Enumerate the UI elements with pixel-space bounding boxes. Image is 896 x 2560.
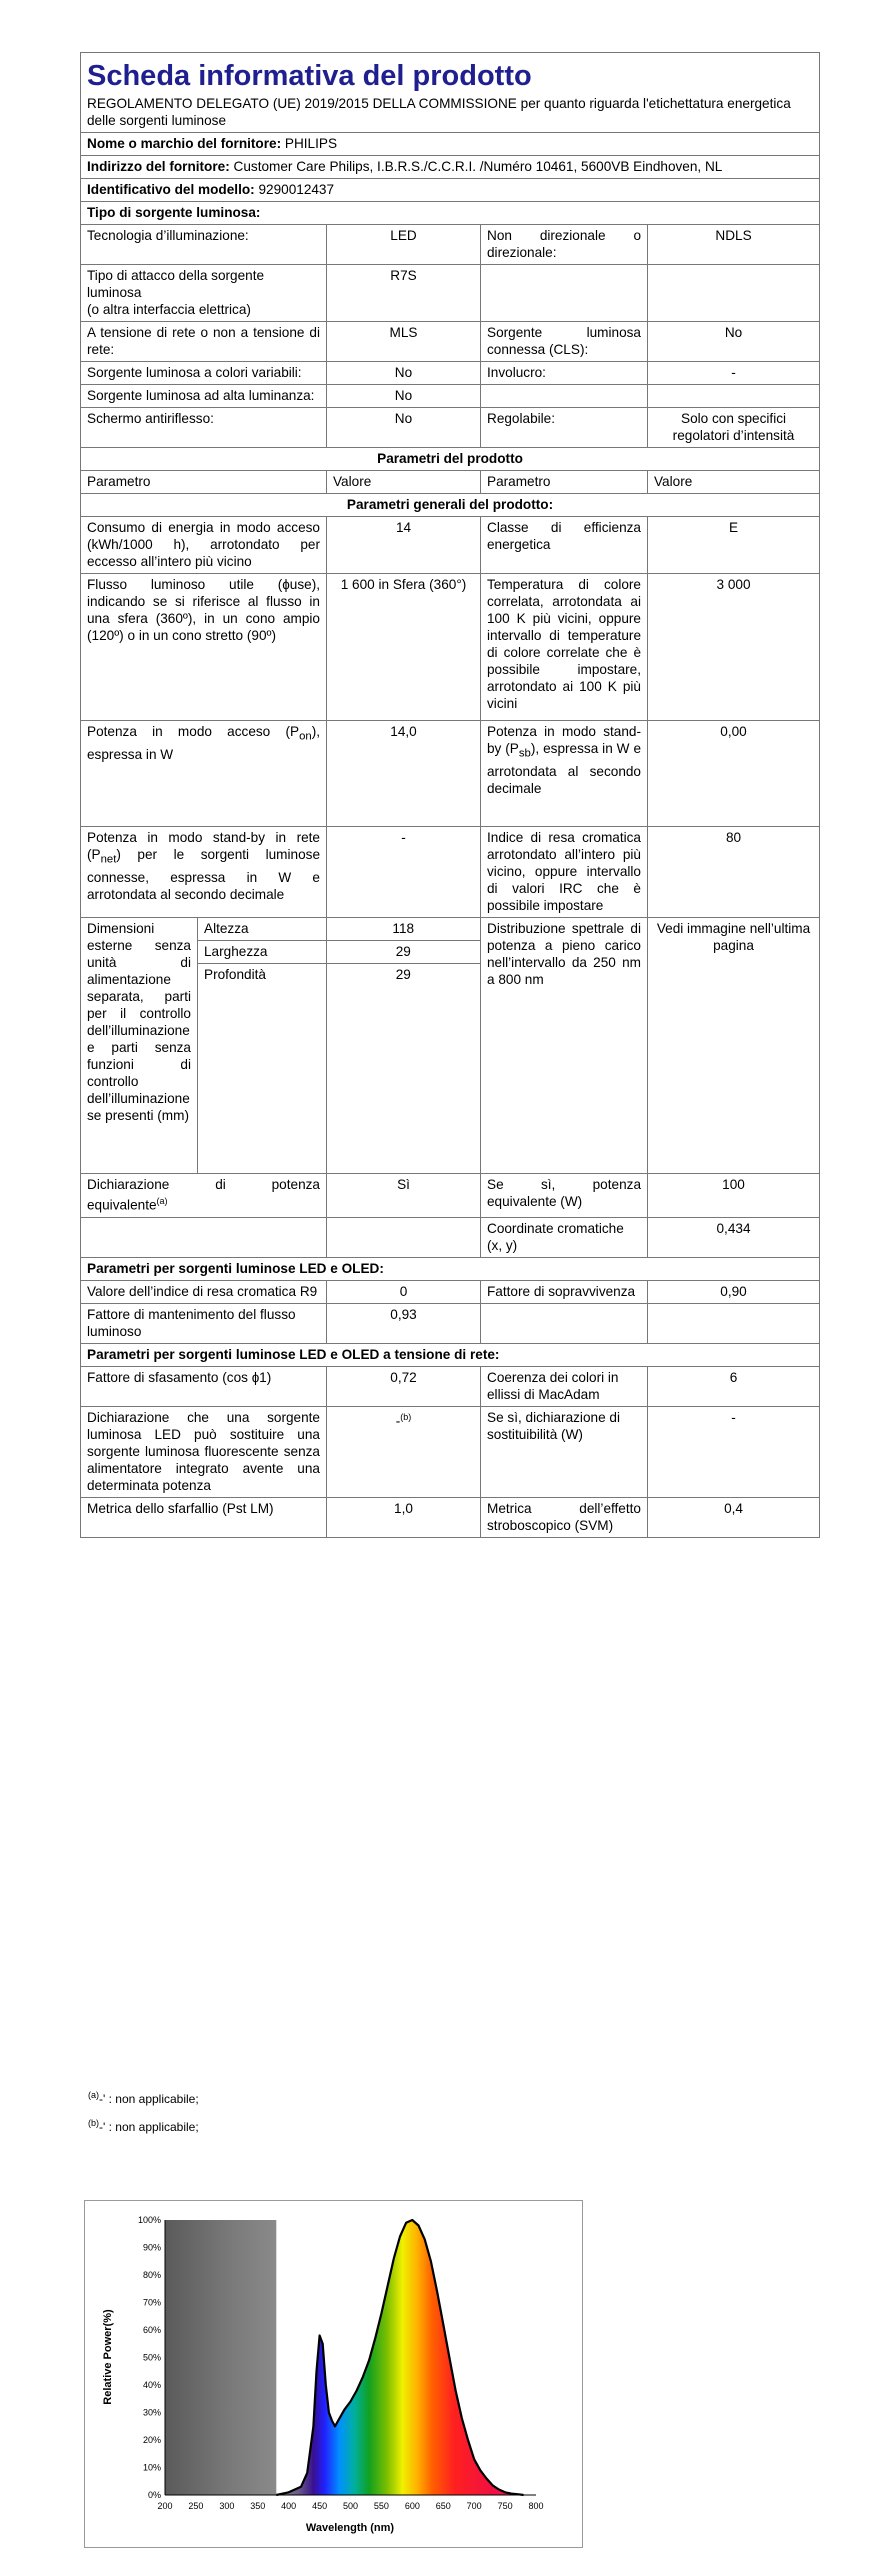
stroboscopic-label: Metrica dell’effetto stroboscopico (SVM) bbox=[481, 1497, 648, 1537]
empty-cell bbox=[81, 1217, 327, 1257]
footnotes bbox=[88, 2088, 199, 2134]
x-tick-label: 250 bbox=[188, 2501, 204, 2511]
source-type-heading: Tipo di sorgente luminosa: bbox=[81, 202, 820, 225]
footnote-a-ref: (a) bbox=[156, 1196, 168, 1206]
cap-type-value: R7S bbox=[327, 265, 481, 322]
supplier-name-value: PHILIPS bbox=[284, 136, 338, 151]
spectral-power-svg bbox=[85, 2201, 582, 2547]
y-tick-label: 30% bbox=[142, 2407, 161, 2418]
colour-rendering-label: Indice di resa cromatica arrotondato all’intero più vicino, oppure intervallo di valori IRC che è possibile impostare bbox=[481, 827, 648, 918]
col-parameter: Parametro bbox=[81, 471, 327, 494]
x-tick-label: 600 bbox=[404, 2501, 420, 2511]
y-axis-label: Relative Power(%) bbox=[102, 2309, 114, 2405]
mains-label: A tensione di rete o non a tensione di rete: bbox=[81, 322, 327, 362]
standby-power-text: ), espressa in W e arrotondata al secondo decimale bbox=[487, 741, 641, 796]
width-label: Larghezza bbox=[198, 941, 326, 964]
flicker-metric-label: Metrica dello sfarfallio (Pst LM) bbox=[81, 1497, 327, 1537]
equivalent-power-value: Sì bbox=[327, 1174, 481, 1218]
luminous-flux-label: Flusso luminoso utile (ɸuse), indicando se si riferisce al flusso in una sfera (360º), in un cono ampio (120º) o in un cono stretto (90º) bbox=[81, 574, 327, 721]
displacement-factor-value: 0,72 bbox=[327, 1366, 481, 1406]
params-row bbox=[81, 1217, 820, 1257]
footnote-b-mark: (b) bbox=[88, 2118, 99, 2128]
y-tick-label: 50% bbox=[142, 2352, 161, 2363]
supplier-name-row bbox=[81, 133, 820, 156]
colour-temperature-value: 3 000 bbox=[648, 574, 820, 721]
source-type-row bbox=[81, 322, 820, 362]
regulation-text: REGOLAMENTO DELEGATO (UE) 2019/2015 DELLA COMMISSIONE per quanto riguarda l'etichettatura energetica delle sorgenti luminose bbox=[87, 96, 791, 128]
source-type-row bbox=[81, 385, 820, 408]
equivalent-power-text: Dichiarazione di potenza equivalente bbox=[87, 1177, 320, 1213]
product-parameters-heading: Parametri del prodotto bbox=[81, 448, 820, 471]
params-row bbox=[81, 517, 820, 574]
networked-standby-text: Potenza in modo stand-by in rete (P bbox=[87, 830, 320, 862]
x-axis-label: Wavelength (nm) bbox=[305, 2522, 395, 2534]
model-identifier-value: 9290012437 bbox=[258, 182, 335, 197]
x-tick-label: 700 bbox=[466, 2501, 482, 2511]
standby-power-text: Potenza in modo stand-by (P bbox=[487, 724, 641, 756]
footnote-a-mark: (a) bbox=[88, 2090, 99, 2100]
networked-standby-sub: net bbox=[100, 853, 117, 866]
params-row bbox=[81, 918, 820, 1174]
supplier-address-label: Indirizzo del fornitore: bbox=[87, 159, 230, 174]
empty-cell bbox=[648, 1303, 820, 1343]
survival-factor-label: Fattore di sopravvivenza bbox=[481, 1280, 648, 1303]
on-mode-power-text: Potenza in modo acceso (P bbox=[87, 724, 300, 739]
spectral-distribution-value: Vedi immagine nell’ultima pagina bbox=[648, 918, 820, 1174]
r9-value: 0 bbox=[327, 1280, 481, 1303]
lumen-maintenance-value: 0,93 bbox=[327, 1303, 481, 1343]
y-tick-label: 80% bbox=[142, 2270, 161, 2280]
x-tick-label: 350 bbox=[250, 2501, 266, 2511]
chromaticity-label: Coordinate cromatiche (x, y) bbox=[481, 1217, 648, 1257]
colour-tuneable-label: Sorgente luminosa a colori variabili: bbox=[81, 362, 327, 385]
col-value: Valore bbox=[327, 471, 481, 494]
y-tick-label: 70% bbox=[142, 2297, 161, 2308]
parameters-column-header bbox=[81, 471, 820, 494]
lighting-technology-value: LED bbox=[327, 225, 481, 265]
replacement-claim-label: Dichiarazione che una sorgente luminosa LED può sostituire una sorgente luminosa fluorescente senza alimentatore integrato avente una determinata potenza bbox=[81, 1406, 327, 1497]
source-type-row bbox=[81, 362, 820, 385]
params-row bbox=[81, 827, 820, 918]
sheet-title: Scheda informativa del prodotto bbox=[87, 60, 532, 92]
y-tick-label: 20% bbox=[142, 2435, 161, 2445]
y-tick-label: 90% bbox=[142, 2242, 161, 2253]
replacement-claim-value bbox=[327, 1406, 481, 1497]
flicker-metric-value: 1,0 bbox=[327, 1497, 481, 1537]
col-value: Valore bbox=[648, 471, 820, 494]
y-tick-label: 60% bbox=[142, 2325, 161, 2335]
networked-standby-value: - bbox=[327, 827, 481, 918]
on-mode-power-value: 14,0 bbox=[327, 721, 481, 827]
params-row bbox=[81, 574, 820, 721]
connected-label: Sorgente luminosa connessa (CLS): bbox=[481, 322, 648, 362]
equivalent-power-label bbox=[81, 1174, 327, 1218]
mains-row bbox=[81, 1497, 820, 1537]
footnote-a-text: -' : non applicabile; bbox=[99, 2092, 199, 2106]
dimensions-table bbox=[198, 918, 480, 1173]
standby-power-label bbox=[481, 721, 648, 827]
footnote-b bbox=[88, 2116, 199, 2134]
replacement-w-value: - bbox=[648, 1406, 820, 1497]
macadam-label: Coerenza dei colori in ellissi di MacAdam bbox=[481, 1366, 648, 1406]
led-row bbox=[81, 1280, 820, 1303]
uv-band bbox=[165, 2220, 276, 2495]
energy-consumption-label: Consumo di energia in modo acceso (kWh/1000 h), arrotondato per eccesso all’intero più vicino bbox=[81, 517, 327, 574]
y-tick-label: 10% bbox=[142, 2462, 161, 2473]
model-identifier-label: Identificativo del modello: bbox=[87, 182, 255, 197]
equivalent-power-w-value: 100 bbox=[648, 1174, 820, 1218]
depth-value: 29 bbox=[326, 964, 480, 1174]
lighting-technology-label: Tecnologia d’illuminazione: bbox=[81, 225, 327, 265]
dimmable-value: Solo con specifici regolatori d’intensità bbox=[648, 408, 820, 448]
mains-parameters-heading: Parametri per sorgenti luminose LED e OLED a tensione di rete: bbox=[81, 1343, 820, 1366]
dimensions-label: Dimensioni esterne senza unità di alimentazione separata, parti per il controllo dell’illuminazione e parti senza funzioni di controllo dell’illuminazione se presenti (mm) bbox=[81, 918, 198, 1174]
source-type-row bbox=[81, 225, 820, 265]
empty-cell bbox=[481, 385, 648, 408]
on-mode-power-text: ), espressa in W bbox=[87, 724, 320, 762]
colour-rendering-value: 80 bbox=[648, 827, 820, 918]
r9-label: Valore dell’indice di resa cromatica R9 bbox=[81, 1280, 327, 1303]
standby-power-sub: sb bbox=[518, 747, 531, 760]
dimmable-label: Regolabile: bbox=[481, 408, 648, 448]
chromaticity-value: 0,434 bbox=[648, 1217, 820, 1257]
high-luminance-label: Sorgente luminosa ad alta luminanza: bbox=[81, 385, 327, 408]
envelope-label: Involucro: bbox=[481, 362, 648, 385]
empty-cell bbox=[327, 1217, 481, 1257]
lumen-maintenance-label: Fattore di mantenimento del flusso luminoso bbox=[81, 1303, 327, 1343]
general-parameters-heading: Parametri generali del prodotto: bbox=[81, 494, 820, 517]
stroboscopic-value: 0,4 bbox=[648, 1497, 820, 1537]
x-tick-label: 800 bbox=[528, 2501, 544, 2511]
equivalent-power-w-label: Se sì, potenza equivalente (W) bbox=[481, 1174, 648, 1218]
params-row bbox=[81, 1174, 820, 1218]
networked-standby-label bbox=[81, 827, 327, 918]
on-mode-power-label bbox=[81, 721, 327, 827]
spectral-distribution-label: Distribuzione spettrale di potenza a pieno carico nell’intervallo da 250 nm a 800 nm bbox=[481, 918, 648, 1174]
model-identifier-row bbox=[81, 179, 820, 202]
led-parameters-heading: Parametri per sorgenti luminose LED e OLED: bbox=[81, 1257, 820, 1280]
x-tick-label: 650 bbox=[435, 2501, 451, 2511]
x-tick-label: 550 bbox=[373, 2501, 389, 2511]
empty-cell bbox=[648, 265, 820, 322]
directional-label: Non direzionale o direzionale: bbox=[481, 225, 648, 265]
anti-glare-label: Schermo antiriflesso: bbox=[81, 408, 327, 448]
supplier-address-value: Customer Care Philips, I.B.R.S./C.C.R.I. /Numéro 10461, 5600VB Eindhoven, NL bbox=[233, 159, 723, 174]
supplier-name-label: Nome o marchio del fornitore: bbox=[87, 136, 282, 151]
source-type-row bbox=[81, 408, 820, 448]
envelope-value: - bbox=[648, 362, 820, 385]
x-tick-label: 500 bbox=[342, 2501, 359, 2511]
macadam-value: 6 bbox=[648, 1366, 820, 1406]
x-tick-label: 200 bbox=[157, 2501, 173, 2511]
cap-type-label: Tipo di attacco della sorgente luminosa (o altra interfaccia elettrica) bbox=[81, 265, 327, 322]
params-row bbox=[81, 721, 820, 827]
high-luminance-value: No bbox=[327, 385, 481, 408]
y-tick-label: 100% bbox=[137, 2215, 161, 2225]
replacement-claim-text: - bbox=[395, 1413, 401, 1429]
mains-value: MLS bbox=[327, 322, 481, 362]
colour-temperature-label: Temperatura di colore correlata, arrotondata ai 100 K più vicini, oppure intervallo di temperature di colore correlate che è possibile impostare, arrotondato ai 100 K più vicini bbox=[481, 574, 648, 721]
directional-value: NDLS bbox=[648, 225, 820, 265]
footnote-a bbox=[88, 2088, 199, 2106]
height-value: 118 bbox=[326, 918, 480, 941]
y-tick-label: 40% bbox=[142, 2380, 161, 2390]
displacement-factor-label: Fattore di sfasamento (cos ɸ1) bbox=[81, 1366, 327, 1406]
energy-class-value: E bbox=[648, 517, 820, 574]
energy-consumption-value: 14 bbox=[327, 517, 481, 574]
col-parameter: Parametro bbox=[481, 471, 648, 494]
x-tick-label: 300 bbox=[219, 2501, 235, 2511]
energy-class-label: Classe di efficienza energetica bbox=[481, 517, 648, 574]
led-row bbox=[81, 1303, 820, 1343]
width-value: 29 bbox=[326, 941, 480, 964]
x-tick-label: 750 bbox=[497, 2501, 513, 2511]
replacement-w-label: Se sì, dichiarazione di sostituibilità (W) bbox=[481, 1406, 648, 1497]
dimensions-values bbox=[198, 918, 481, 1174]
depth-label: Profondità bbox=[198, 964, 326, 1174]
y-tick-label: 0% bbox=[147, 2490, 161, 2500]
source-type-row bbox=[81, 265, 820, 322]
networked-standby-text: ) per le sorgenti luminose connesse, espressa in W e arrotondata al secondo decimale bbox=[87, 847, 320, 902]
standby-power-value: 0,00 bbox=[648, 721, 820, 827]
empty-cell bbox=[481, 265, 648, 322]
product-information-sheet bbox=[80, 52, 820, 1538]
x-tick-label: 400 bbox=[281, 2501, 297, 2511]
empty-cell bbox=[481, 1303, 648, 1343]
colour-tuneable-value: No bbox=[327, 362, 481, 385]
empty-cell bbox=[648, 385, 820, 408]
supplier-address-row bbox=[81, 156, 820, 179]
footnote-b-ref: (b) bbox=[400, 1411, 412, 1422]
mains-row bbox=[81, 1406, 820, 1497]
x-tick-label: 450 bbox=[312, 2501, 328, 2511]
survival-factor-value: 0,90 bbox=[648, 1280, 820, 1303]
height-label: Altezza bbox=[198, 918, 326, 941]
spectral-power-chart bbox=[84, 2200, 583, 2548]
luminous-flux-value: 1 600 in Sfera (360°) bbox=[327, 574, 481, 721]
mains-row bbox=[81, 1366, 820, 1406]
sheet-header bbox=[81, 53, 820, 133]
connected-value: No bbox=[648, 322, 820, 362]
footnote-b-text: -' : non applicabile; bbox=[99, 2120, 199, 2134]
on-mode-power-sub: on bbox=[299, 730, 312, 743]
anti-glare-value: No bbox=[327, 408, 481, 448]
